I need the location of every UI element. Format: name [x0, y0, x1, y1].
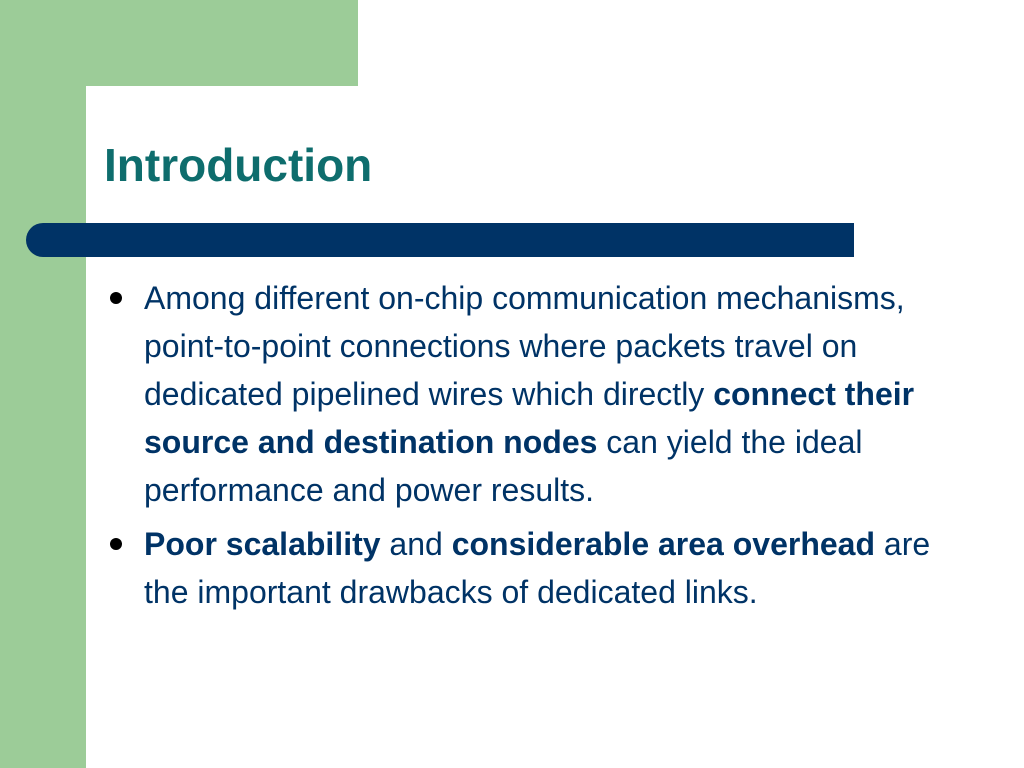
title-underline-bar	[26, 223, 854, 257]
bullet-text-segment: Among different on-chip communication mechanisms, point-to-point connections where packets travel on dedicated pipelined wires which directly	[144, 280, 905, 412]
bullet-item-1	[104, 274, 934, 514]
bullet-dot-icon	[110, 292, 122, 304]
bullet-dot-icon	[110, 538, 122, 550]
bullet-text-segment: are the important drawbacks of dedicated links.	[144, 526, 931, 610]
bullet-text-segment: can yield the ideal performance and power results.	[144, 424, 863, 508]
left-accent-strip	[0, 0, 86, 768]
bullet-text-emphasis: Poor scalability	[144, 526, 381, 562]
bullet-list	[104, 274, 934, 622]
bullet-text-emphasis: connect their source and destination nodes	[144, 376, 915, 460]
bullet-text-segment: and	[380, 526, 452, 562]
bullet-item-2	[104, 520, 934, 616]
top-accent-block	[0, 0, 358, 86]
slide-title: Introduction	[104, 139, 373, 191]
bullet-text-emphasis: considerable area overhead	[451, 526, 876, 562]
